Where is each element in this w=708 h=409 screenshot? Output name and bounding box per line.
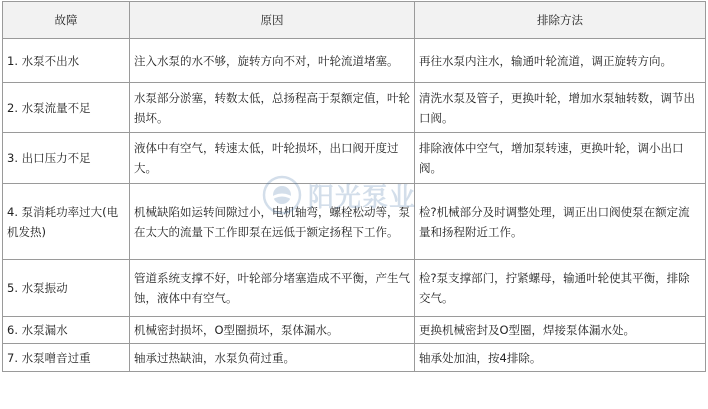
fault-cell: 6. 水泵漏水 — [3, 317, 130, 344]
table-row — [3, 344, 706, 372]
remedy-cell: 检?机械部分及时调整处理，调正出口阀使泵在额定流量和扬程附近工作。 — [415, 184, 706, 260]
remedy-cell: 排除液体中空气，增加泵转速，更换叶轮，调小出口阀。 — [415, 133, 706, 184]
table-row — [3, 260, 706, 317]
table-row — [3, 133, 706, 184]
watermark-text: 阳光泵业 — [308, 182, 417, 213]
table-row — [3, 39, 706, 83]
header-row — [3, 2, 706, 39]
header-fault: 故障 — [3, 2, 130, 39]
remedy-cell: 轴承处加油，按4排除。 — [415, 344, 706, 372]
cause-cell: 液体中有空气，转速太低，叶轮损坏，出口阀开度过大。 — [130, 133, 415, 184]
fault-cell: 3. 出口压力不足 — [3, 133, 130, 184]
cause-cell: 轴承过热缺油，水泵负荷过重。 — [130, 344, 415, 372]
table-row — [3, 317, 706, 344]
remedy-cell: 更换机械密封及O型圈，焊接泵体漏水处。 — [415, 317, 706, 344]
fault-cell: 1. 水泵不出水 — [3, 39, 130, 83]
cause-cell: 管道系统支撑不好，叶轮部分堵塞造成不平衡，产生气蚀，液体中有空气。 — [130, 260, 415, 317]
cause-cell: 注入水泵的水不够，旋转方向不对，叶轮流道堵塞。 — [130, 39, 415, 83]
cause-cell: 机械缺陷如运转间隙过小，电机轴弯，螺栓松动等，泵在太大的流量下工作即泵在远低于额定扬程下工作。 — [130, 184, 415, 260]
table-row — [3, 184, 706, 260]
fault-cell: 4. 泵消耗功率过大(电机发热) — [3, 184, 130, 260]
header-cause: 原因 — [130, 2, 415, 39]
remedy-cell: 清洗水泵及管子，更换叶轮，增加水泵轴转数，调节出口阀。 — [415, 83, 706, 133]
header-remedy: 排除方法 — [415, 2, 706, 39]
fault-table — [2, 1, 706, 372]
remedy-cell: 再往水泵内注水，输通叶轮流道，调正旋转方向。 — [415, 39, 706, 83]
fault-cell: 7. 水泵噌音过重 — [3, 344, 130, 372]
cause-cell: 机械密封损坏，O型圈损坏，泵体漏水。 — [130, 317, 415, 344]
remedy-cell: 检?泵支撑部门，拧紧螺母，输通叶轮使其平衡，排除交气。 — [415, 260, 706, 317]
cause-cell: 水泵部分淤塞，转数太低，总扬程高于泵额定值，叶轮损坏。 — [130, 83, 415, 133]
fault-cell: 2. 水泵流量不足 — [3, 83, 130, 133]
table-row — [3, 83, 706, 133]
fault-cell: 5. 水泵振动 — [3, 260, 130, 317]
